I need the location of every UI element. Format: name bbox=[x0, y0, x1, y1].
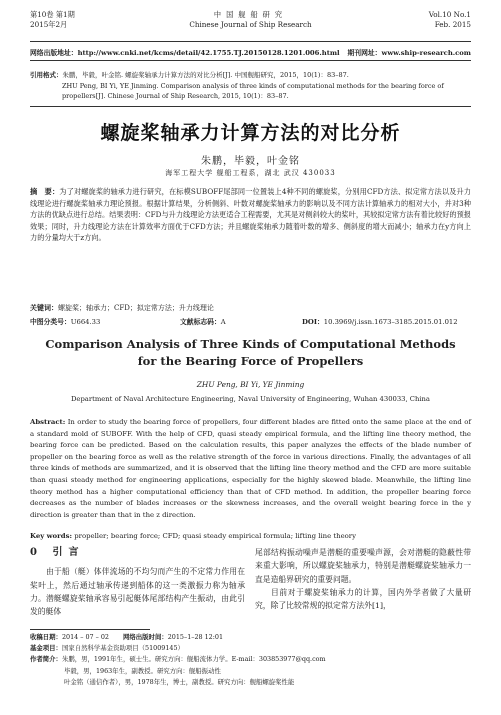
received-label: 收稿日期： bbox=[30, 633, 62, 641]
doc-code-value: A bbox=[220, 318, 226, 326]
journal-name-cn: 中国舰船研究 bbox=[213, 10, 288, 19]
abstract-en bbox=[30, 417, 471, 521]
journal-name-en: Chinese Journal of Ship Research bbox=[189, 20, 312, 29]
footnote-dates bbox=[30, 632, 471, 643]
section-heading-intro: 0 引言 bbox=[30, 547, 85, 558]
abstract-cn bbox=[30, 186, 471, 244]
received-date: 2014 – 07 – 02 bbox=[61, 633, 109, 641]
affiliation-cn: 海军工程大学 舰船工程系，湖北 武汉 430033 bbox=[165, 169, 336, 177]
issue-date-en: Feb. 2015 bbox=[434, 20, 471, 29]
body-column-right bbox=[255, 546, 471, 612]
footnote-fund bbox=[30, 643, 471, 654]
keywords-en-label: Key words: bbox=[30, 532, 73, 540]
citation-block bbox=[30, 70, 471, 102]
journal-name bbox=[30, 10, 471, 30]
abstract-en-text: In order to study the bearing force of propellers, four different blades are fitted onto the same place at the end of a standard mold of SUBOFF. With the help of CFD, quasi steady empirical formula, and the lifting line theory method, the bearing force can be predicted. Based on the calculation results, this paper analyzes the effects of the blade number of propeller on the bearing force as well as the relative strength of the force in various directions. Finally, the advantages of all three kinds of methods are summarized, and it is observed that the lifting line theory method and the CFD are more suitable than quasi steady method for engineering applications, especially for the highly skewed blade. Meanwhile, the lifting line theory method has a higher computational efficiency than that of CFD method. In addition, the propeller bearing force decreases as the number of blades increases or the skewness increases, and the overall weight bearing force in the y direction is greater than that in the z direction. bbox=[30, 418, 471, 519]
issue-date: 2015年2月 bbox=[30, 20, 68, 29]
keywords-cn-label: 关键词： bbox=[30, 303, 58, 312]
citation-rule bbox=[30, 106, 471, 107]
footnote-block bbox=[30, 632, 471, 688]
volume-issue-en: Vol.10 No.1 bbox=[428, 10, 471, 19]
author-bio-label: 作者简介： bbox=[30, 655, 62, 664]
citation-cn: 朱鹏，毕毅，叶金铭. 螺旋桨轴承力计算方法的对比分析[J]. 中国舰船研究，2015，10(1)：83–87. bbox=[62, 71, 349, 79]
doc-code-label: 文献标志码： bbox=[180, 318, 221, 326]
url-line bbox=[30, 47, 471, 57]
journal-header bbox=[30, 10, 471, 40]
url-rule bbox=[30, 60, 471, 61]
online-label: 网络出版时间： bbox=[123, 633, 168, 641]
clc-label: 中图分类号： bbox=[30, 318, 71, 326]
doi-label: DOI： bbox=[302, 318, 324, 326]
published-label: 网络出版地址： bbox=[30, 49, 78, 57]
abstract-cn-label: 摘 要： bbox=[30, 187, 60, 196]
footnote-rule bbox=[30, 629, 150, 630]
citation-label: 引用格式： bbox=[30, 71, 63, 79]
clc-value: U664.33 bbox=[70, 318, 101, 326]
affiliation-en: Department of Naval Architecture Engineering, Naval University of Engineering, Wuhan 430033, China bbox=[70, 395, 430, 403]
author-bio-1: 朱鹏，男，1991年生，硕士生。研究方向：舰船流体力学。E-mail：303853977@qq.com bbox=[61, 655, 326, 664]
published-url[interactable]: http://www.cnki.net/kcms/detail/42.1755.TJ.20150128.1201.006.html bbox=[77, 49, 340, 57]
abstract-en-label: Abstract: bbox=[30, 418, 66, 426]
intro-paragraph-1: 由于船（艇）体伴流场的不均匀而产生的不定常力作用在桨叶上，然后通过轴承传递到船体的这一类激振力称为轴承力。潜艇螺旋桨轴承容易引起艇体尾部结构产生振动，由此引发的艇体 bbox=[30, 567, 245, 617]
intro-paragraph-1-cont: 尾部结构振动噪声是潜艇的重要噪声源，会对潜艇的隐蔽性带来重大影响，所以螺旋桨轴承力，特别是潜艇螺旋桨轴承力一直是造船界研究的重要问题。 bbox=[255, 548, 471, 584]
author-bio-2: 毕毅，男，1963年生，副教授。研究方向：舰船振动性 bbox=[64, 666, 221, 675]
authors-en: ZHU Peng, BI Yi, YE Jinming bbox=[196, 380, 305, 389]
citation-en-2: propellers[J]. Chinese Journal of Ship Research, 2015, 10(1)：83–87. bbox=[62, 92, 289, 100]
journal-url[interactable]: www.ship-research.com bbox=[381, 49, 471, 57]
author-bio-3: 叶金铭（通信作者），男，1978年生，博士，副教授。研究方向：舰船螺旋桨性能 bbox=[64, 677, 295, 686]
keywords-cn bbox=[30, 303, 471, 313]
intro-paragraph-2: 目前对于螺旋桨轴承力的计算，国内外学者做了大量研究，除了比较常规的拟定常方法外[1]， bbox=[255, 587, 471, 611]
journal-url-label: 期刊网址： bbox=[347, 49, 382, 57]
fund-label: 基金项目： bbox=[30, 644, 62, 653]
keywords-en-text: propeller; bearing force; CFD; quasi steady empirical formula; lifting line theory bbox=[74, 532, 356, 540]
abstract-cn-text: 为了对螺旋桨的轴承力进行研究，在标模SUBOFF尾部同一位置装上4种不同的螺旋桨，分别用CFD方法、拟定常方法以及升力线理论进行螺旋桨轴承力理论预报。根据计算结果，分析侧斜、叶数对螺旋桨轴承力的影响以及不同方法计算轴承力的相对大小，并对3种方法的优缺点进行总结。结果表明：CFD与升力线理论方法更适合工程需要，尤其是对侧斜较大的桨叶，其较拟定常方法有着比较好的预报效果；同时，升力线理论方法在计算效率方面优于CFD方法；并且螺旋桨轴承力随着叶数的增多、侧斜度的增大而减小；轴承力在y方向上力的分量均大于z方向。 bbox=[30, 187, 471, 243]
issue-info-en bbox=[429, 10, 471, 30]
body-column-left bbox=[30, 546, 245, 618]
fund-value: 国家自然科学基金资助项目（51009145） bbox=[61, 644, 184, 653]
footnote-authors bbox=[30, 654, 471, 688]
online-date: 2015–1–28 12:01 bbox=[167, 633, 224, 641]
paper-title-en: Comparison Analysis of Three Kinds of Computational Methods for the Bearing Force of Propellers bbox=[45, 337, 456, 368]
header-rule bbox=[30, 41, 471, 42]
citation-en-1: ZHU Peng, BI Yi, YE Jinming. Comparison analysis of three kinds of computational methods for the bearing force of bbox=[62, 81, 444, 90]
paper-title-cn: 螺旋桨轴承力计算方法的对比分析 bbox=[100, 122, 401, 144]
volume-issue: 第10卷 第1期 bbox=[30, 10, 75, 19]
keywords-cn-text: 螺旋桨；轴承力；CFD；拟定常方法；升力线理论 bbox=[58, 304, 214, 312]
keywords-en bbox=[30, 532, 471, 540]
doi-value[interactable]: 10.3969/j.issn.1673–3185.2015.01.012 bbox=[323, 318, 458, 326]
authors-cn: 朱鹏，毕毅，叶金铭 bbox=[201, 156, 300, 167]
